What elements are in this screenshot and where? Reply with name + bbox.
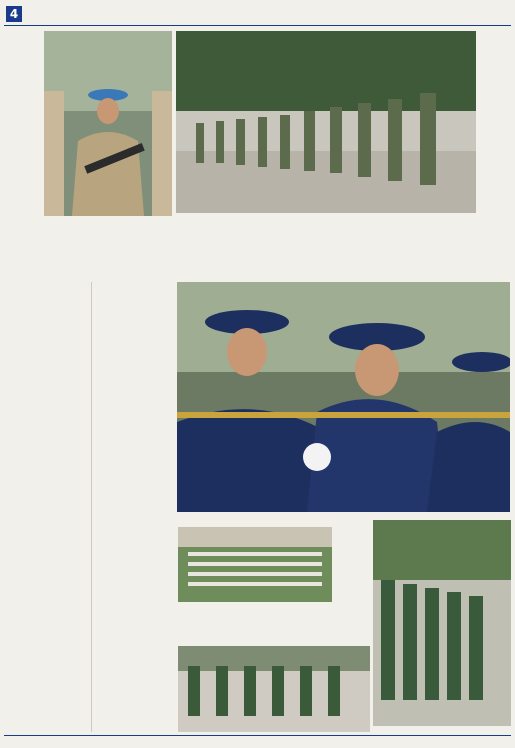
masthead-rule xyxy=(4,25,511,26)
photo-marching-column xyxy=(176,31,476,213)
photo-soldier-portrait xyxy=(44,31,172,216)
column-1-bottom xyxy=(14,634,88,732)
photo-formation xyxy=(178,527,332,602)
page-number: 4 xyxy=(6,6,22,22)
photo-women-marching xyxy=(178,646,370,732)
column-2 xyxy=(94,282,173,732)
column-1-top xyxy=(14,282,88,384)
footer xyxy=(4,735,511,747)
photo-soldiers-adjusting-uniform xyxy=(177,282,510,512)
photo-right-column xyxy=(373,520,511,726)
column-1-mid xyxy=(14,398,88,620)
column-divider xyxy=(91,282,92,732)
